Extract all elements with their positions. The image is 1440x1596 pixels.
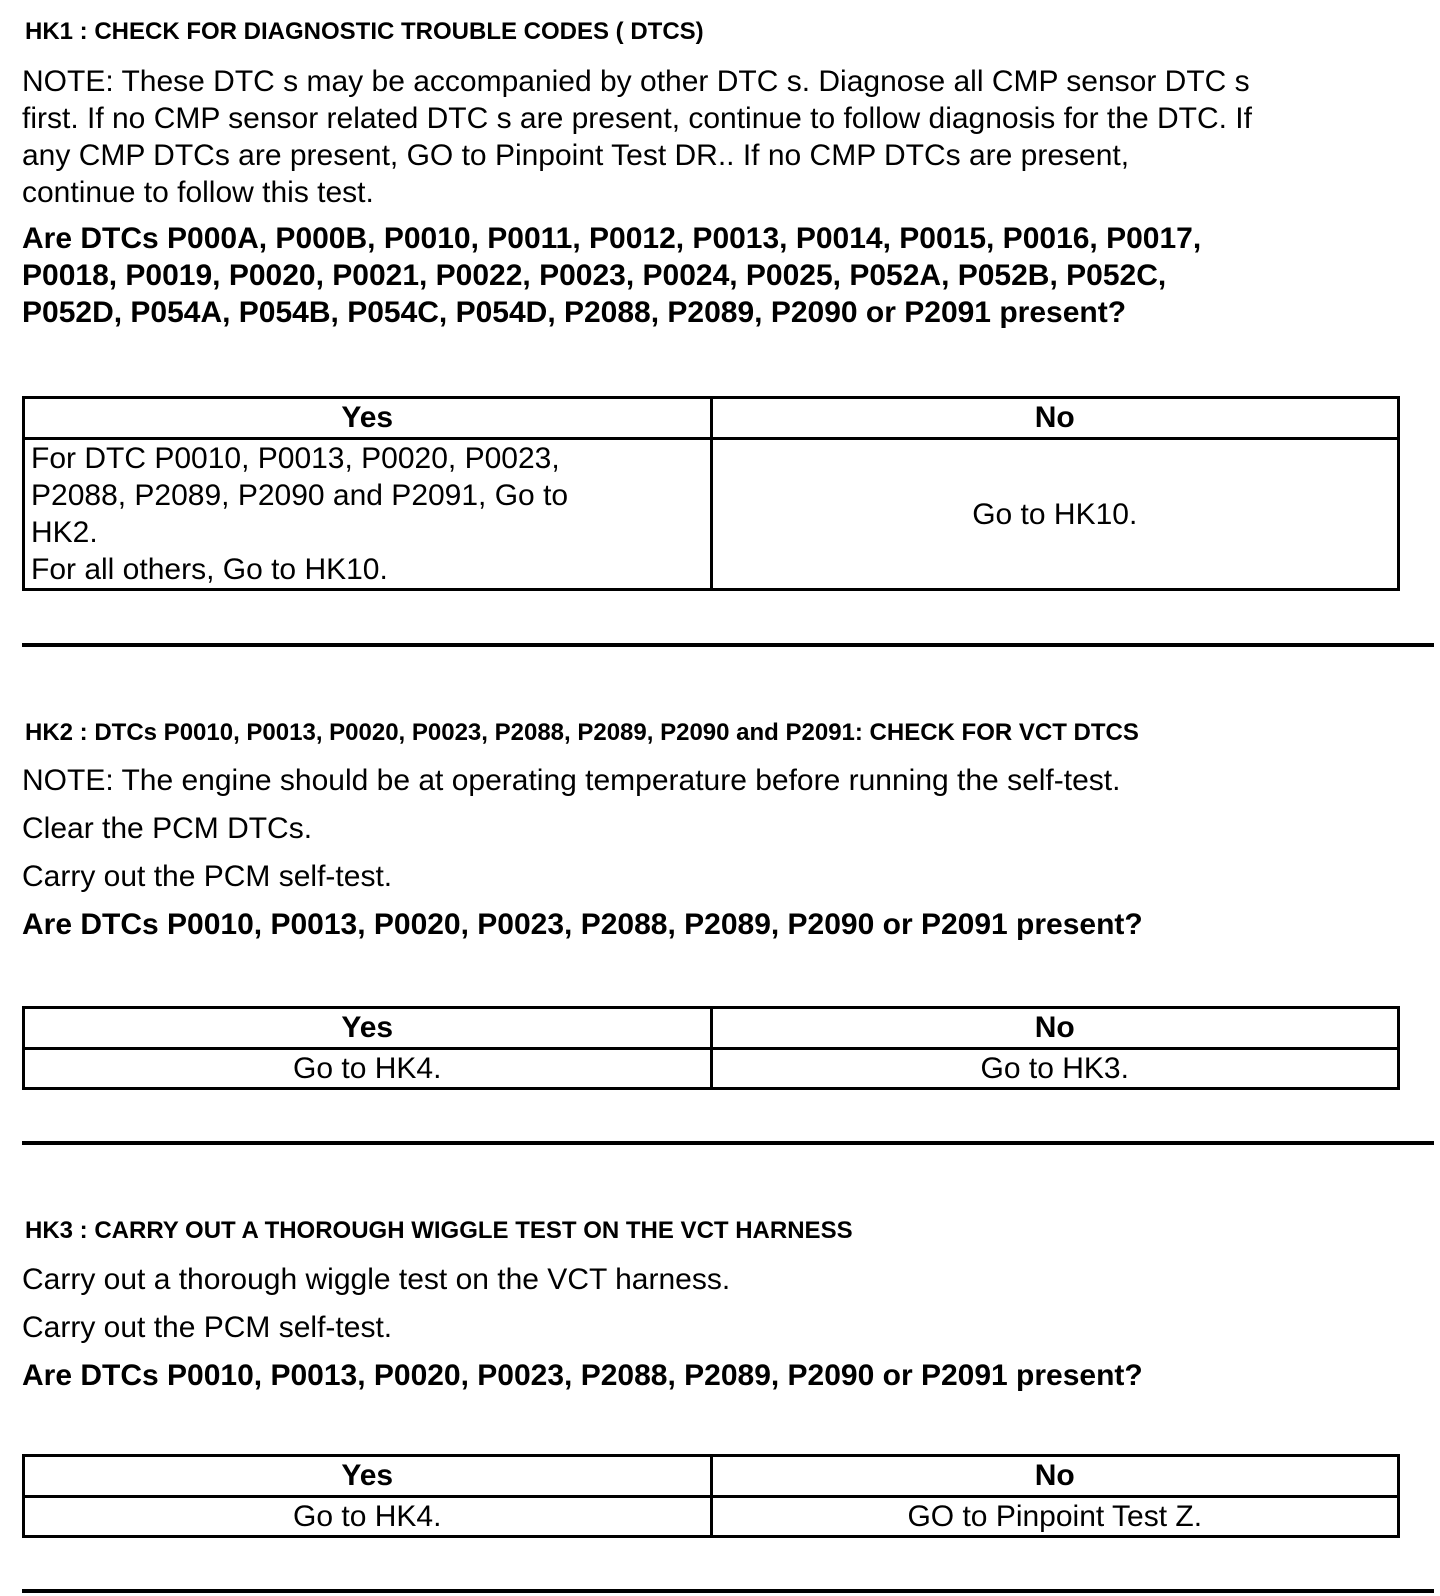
hk3-answer-table <box>22 1454 1400 1538</box>
hk2-no-cell: Go to HK3. <box>711 1049 1399 1089</box>
hk1-note-line: any CMP DTCs are present, GO to Pinpoint Test DR.. If no CMP DTCs are present, <box>22 139 1130 172</box>
hk1-no-header: No <box>711 398 1399 439</box>
hk3-question: Are DTCs P0010, P0013, P0020, P0023, P2088, P2089, P2090 or P2091 present? <box>22 1359 1143 1392</box>
hk2-question: Are DTCs P0010, P0013, P0020, P0023, P2088, P2089, P2090 or P2091 present? <box>22 908 1143 941</box>
hk3-no-header: No <box>711 1456 1399 1497</box>
hk3-heading: HK3 : CARRY OUT A THOROUGH WIGGLE TEST ON THE VCT HARNESS <box>25 1217 853 1244</box>
hk1-yes-line: For DTC P0010, P0013, P0020, P0023, <box>31 442 560 475</box>
hk1-question-line: Are DTCs P000A, P000B, P0010, P0011, P0012, P0013, P0014, P0015, P0016, P0017, <box>22 222 1202 255</box>
hk1-no-cell: Go to HK10. <box>711 439 1399 590</box>
hk1-yes-header: Yes <box>24 398 712 439</box>
hk2-yes-cell: Go to HK4. <box>24 1049 712 1089</box>
hk2-step: NOTE: The engine should be at operating temperature before running the self-test. <box>22 764 1121 797</box>
hk2-step: Clear the PCM DTCs. <box>22 812 313 845</box>
hk2-no-header: No <box>711 1008 1399 1049</box>
hk3-yes-cell: Go to HK4. <box>24 1497 712 1537</box>
hk1-question-line: P052D, P054A, P054B, P054C, P054D, P2088, P2089, P2090 or P2091 present? <box>22 296 1127 329</box>
hk2-yes-header: Yes <box>24 1008 712 1049</box>
section-hk2 <box>22 700 1418 1150</box>
hk1-answer-table <box>22 396 1400 591</box>
hk2-answer-table <box>22 1006 1400 1090</box>
hk1-question-line: P0018, P0019, P0020, P0021, P0022, P0023, P0024, P0025, P052A, P052B, P052C, <box>22 259 1167 292</box>
hk1-note <box>22 63 1412 211</box>
hk3-no-cell: GO to Pinpoint Test Z. <box>711 1497 1399 1537</box>
hk1-yes-cell <box>24 439 712 590</box>
hk2-step: Carry out the PCM self-test. <box>22 860 393 893</box>
hk1-note-line: first. If no CMP sensor related DTC s are present, continue to follow diagnosis for the DTC. If <box>22 102 1252 135</box>
hk3-step: Carry out a thorough wiggle test on the VCT harness. <box>22 1263 731 1296</box>
hk1-yes-line: HK2. <box>31 516 98 549</box>
hk2-heading: HK2 : DTCs P0010, P0013, P0020, P0023, P2088, P2089, P2090 and P2091: CHECK FOR VCT DTCS <box>25 719 1139 746</box>
section-hk1 <box>22 0 1418 650</box>
section-divider <box>22 1141 1434 1145</box>
hk3-yes-header: Yes <box>24 1456 712 1497</box>
hk1-heading: HK1 : CHECK FOR DIAGNOSTIC TROUBLE CODES ( DTCS) <box>25 18 704 45</box>
section-divider <box>22 643 1434 647</box>
hk1-question <box>22 220 1412 331</box>
hk1-note-line: NOTE: These DTC s may be accompanied by other DTC s. Diagnose all CMP sensor DTC s <box>22 65 1250 98</box>
hk1-yes-line: P2088, P2089, P2090 and P2091, Go to <box>31 479 569 512</box>
hk1-yes-line: For all others, Go to HK10. <box>31 553 388 586</box>
hk1-note-line: continue to follow this test. <box>22 176 374 209</box>
hk3-step: Carry out the PCM self-test. <box>22 1311 393 1344</box>
section-hk3 <box>22 1198 1418 1596</box>
section-divider <box>22 1589 1434 1593</box>
